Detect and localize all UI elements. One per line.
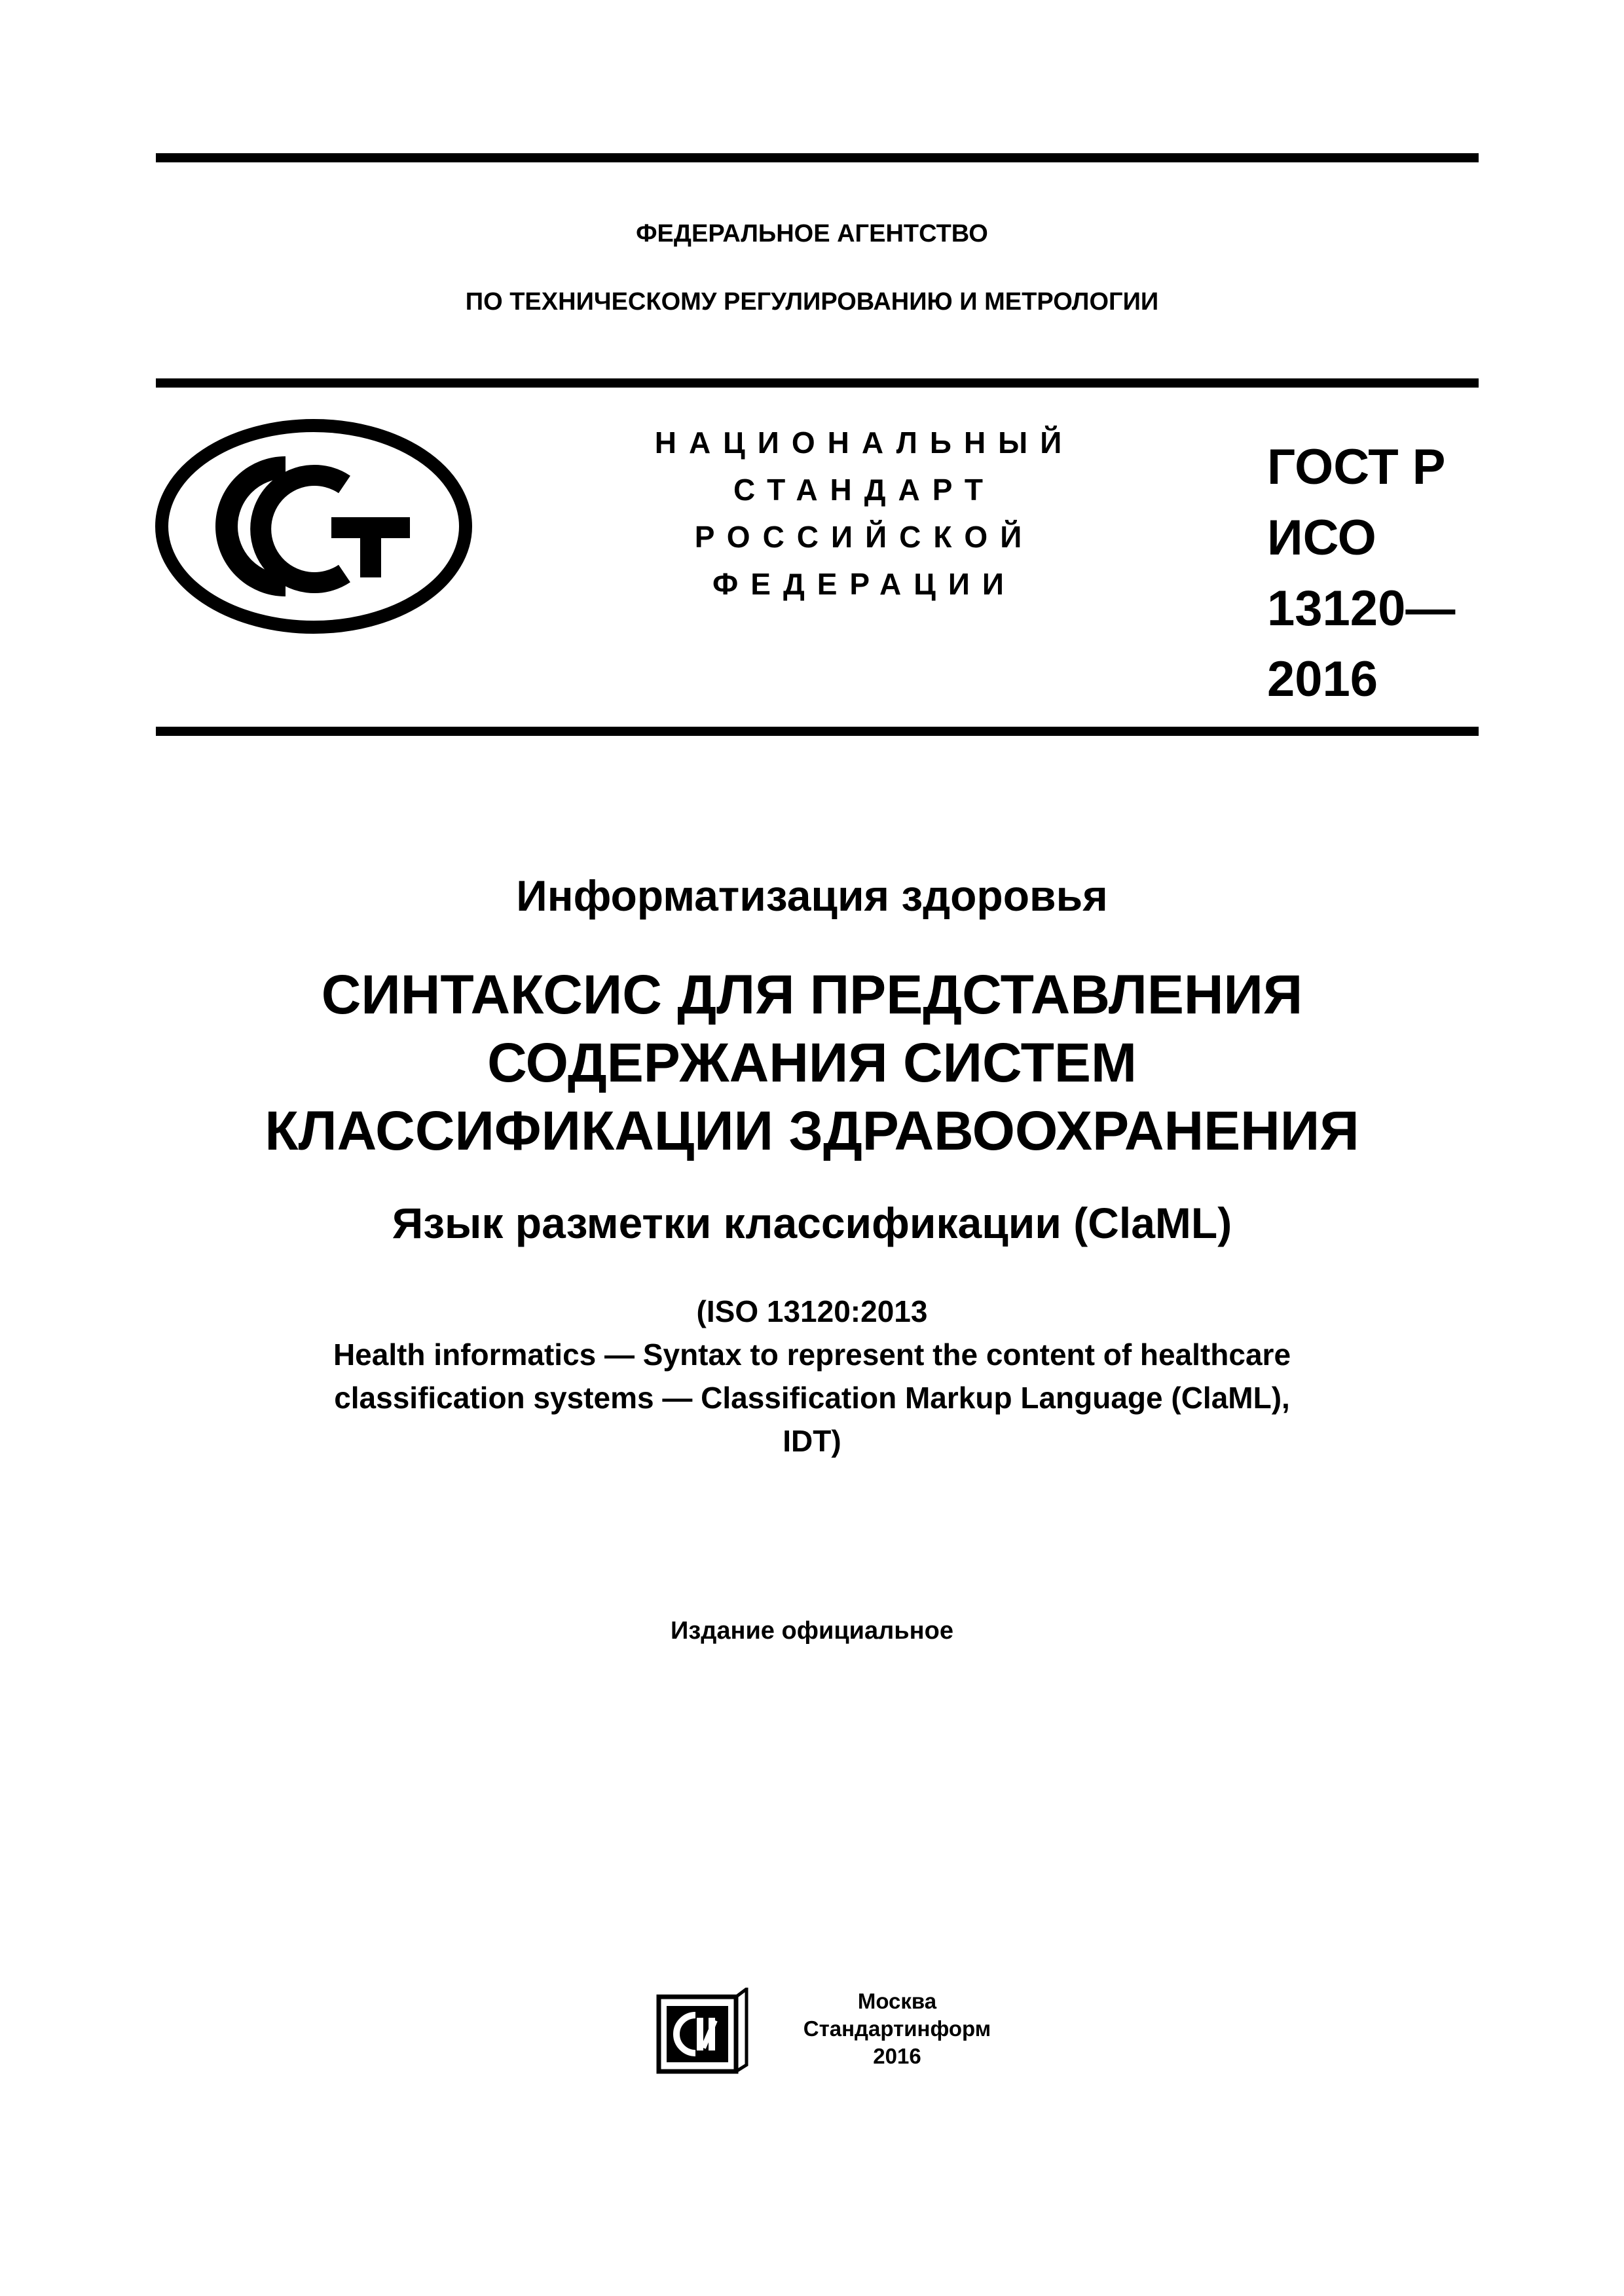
- rst-gost-mark-icon: [155, 419, 473, 634]
- standard-type-line: РОССИЙСКОЙ: [694, 520, 1035, 554]
- designation-line: ИСО: [1267, 510, 1376, 566]
- publisher: [773, 1988, 1022, 2070]
- agency-line-1: ФЕДЕРАЛЬНОЕ АГЕНТСТВО: [636, 220, 988, 247]
- iso-reference-line: classification systems — Classification Markup Language (ClaML),: [334, 1381, 1290, 1415]
- iso-reference-line: Health informatics — Syntax to represent the content of healthcare: [333, 1338, 1291, 1372]
- iso-reference-line: (ISO 13120:2013: [696, 1294, 928, 1328]
- designation-line: 2016: [1267, 651, 1378, 707]
- domain-title: Информатизация здоровья: [516, 871, 1108, 920]
- publisher-year: 2016: [873, 2044, 921, 2068]
- standard-type-line: СТАНДАРТ: [733, 473, 995, 507]
- designation-line: ГОСТ Р: [1267, 439, 1446, 495]
- top-rule: [156, 153, 1479, 162]
- main-title-line: КЛАССИФИКАЦИИ ЗДРАВООХРАНЕНИЯ: [265, 1100, 1359, 1161]
- standard-type: [616, 419, 1113, 608]
- rst-logo: [155, 419, 473, 634]
- standard-type-line: ФЕДЕРАЦИИ: [712, 567, 1016, 601]
- main-title-line: СОДЕРЖАНИЯ СИСТЕМ: [487, 1032, 1137, 1093]
- designation-line: 13120—: [1267, 581, 1456, 636]
- publisher-name: Стандартинформ: [803, 2016, 991, 2041]
- main-title-line: СИНТАКСИС ДЛЯ ПРЕДСТАВЛЕНИЯ: [321, 964, 1303, 1025]
- standartinform-logo-icon: [655, 1988, 749, 2075]
- edition-label: Издание официальное: [671, 1617, 953, 1645]
- subtitle: Язык разметки классификации (ClaML): [392, 1199, 1232, 1247]
- standard-type-line: НАЦИОНАЛЬНЫЙ: [654, 426, 1075, 460]
- publisher-logo: [655, 1988, 749, 2075]
- publisher-city: Москва: [857, 1989, 937, 2013]
- header-rule: [156, 378, 1479, 388]
- iso-reference-line: IDT): [783, 1424, 841, 1458]
- standard-designation: [1267, 432, 1455, 715]
- mid-rule: [156, 727, 1479, 736]
- agency-line-2: ПО ТЕХНИЧЕСКОМУ РЕГУЛИРОВАНИЮ И МЕТРОЛОГИИ: [465, 288, 1159, 316]
